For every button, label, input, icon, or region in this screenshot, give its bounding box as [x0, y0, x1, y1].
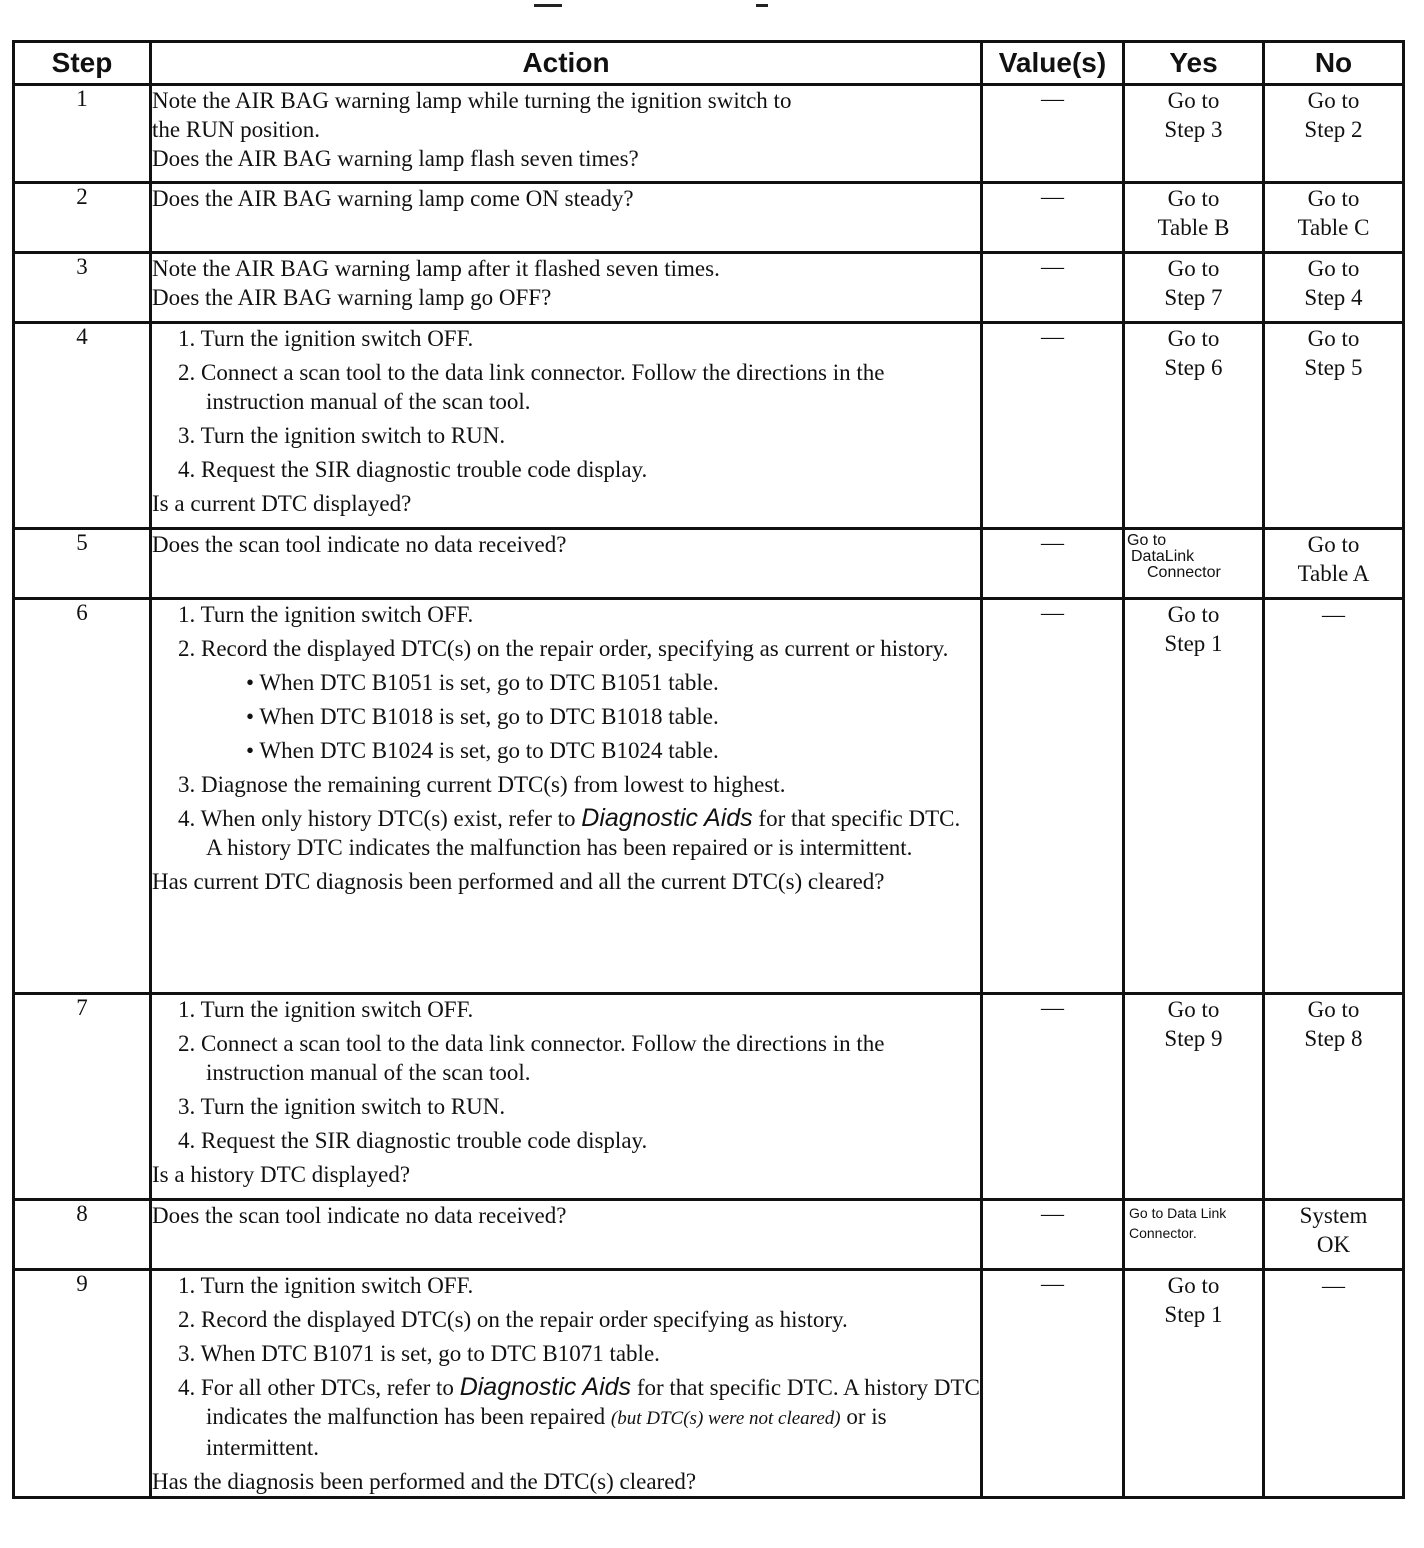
list-item-text: 2. Record the displayed DTC(s) on the repair order, specifying as current or history.	[178, 636, 949, 661]
step-number: 2	[14, 183, 151, 253]
yes-cell	[1124, 1200, 1264, 1270]
no-cell	[1264, 1270, 1404, 1498]
table-row	[14, 1270, 1404, 1498]
yes-target: Step 7	[1164, 285, 1223, 310]
table-row	[14, 529, 1404, 599]
action-cell	[151, 323, 982, 529]
no-cell	[1264, 85, 1404, 183]
no-cell	[1264, 599, 1404, 994]
list-item-text: for that specific DTC. A history DTC indicates the malfunction has been repaired or is intermittent.	[206, 806, 961, 860]
no-cell	[1264, 1200, 1404, 1270]
value-cell: —	[982, 599, 1124, 994]
bullet-list	[206, 668, 980, 765]
yes-cell	[1124, 1270, 1264, 1498]
header-no: No	[1264, 42, 1404, 85]
value-cell: —	[982, 323, 1124, 529]
step-number: 6	[14, 599, 151, 994]
yes-cell	[1124, 599, 1264, 994]
diagnostic-aids-reference: Diagnostic Aids	[581, 804, 753, 832]
no-label: Go to	[1307, 256, 1360, 281]
bullet-item: • When DTC B1051 is set, go to DTC B1051 table.	[246, 670, 719, 695]
table-row	[14, 253, 1404, 323]
no-cell	[1264, 529, 1404, 599]
action-question: Has current DTC diagnosis been performed and all the current DTC(s) cleared?	[152, 869, 885, 894]
no-target: Table C	[1297, 215, 1370, 240]
yes-label: Go to	[1167, 602, 1220, 627]
action-cell	[151, 529, 982, 599]
action-question: Does the scan tool indicate no data received?	[152, 1203, 567, 1228]
action-question: Is a history DTC displayed?	[152, 1162, 411, 1187]
yes-label: Go to	[1167, 88, 1220, 113]
no-label: —	[1322, 602, 1345, 627]
list-item: 2. Connect a scan tool to the data link connector. Follow the directions in the instruction manual of the scan tool.	[178, 1031, 885, 1085]
yes-cell	[1124, 85, 1264, 183]
procedure-list	[152, 1271, 980, 1462]
header-action: Action	[151, 42, 982, 85]
no-label: Go to	[1307, 532, 1360, 557]
value-cell: —	[982, 1270, 1124, 1498]
list-item: 1. Turn the ignition switch OFF.	[178, 1273, 474, 1298]
yes-target: Step 1	[1164, 1302, 1223, 1327]
diagnostic-aids-reference: Diagnostic Aids	[459, 1373, 632, 1401]
list-item-text: or is intermittent.	[206, 1404, 887, 1460]
no-label: Go to	[1307, 997, 1360, 1022]
list-item: 1. Turn the ignition switch OFF.	[178, 326, 474, 351]
value-cell: —	[982, 994, 1124, 1200]
no-cell	[1264, 994, 1404, 1200]
yes-cell	[1124, 529, 1264, 599]
step-number: 5	[14, 529, 151, 599]
list-item: 2. Record the displayed DTC(s) on the repair order specifying as history.	[178, 1307, 848, 1332]
yes-label: Go to	[1167, 326, 1220, 351]
list-item	[152, 634, 980, 765]
list-item: 1. Turn the ignition switch OFF.	[178, 602, 474, 627]
list-item-note: (but DTC(s) were not cleared)	[610, 1408, 841, 1429]
step-number: 9	[14, 1270, 151, 1498]
action-cell	[151, 85, 982, 183]
yes-label: Go to	[1167, 997, 1220, 1022]
yes-label: Go to	[1127, 532, 1167, 549]
yes-target: Step 6	[1164, 355, 1223, 380]
action-text: the RUN position.	[152, 117, 321, 142]
action-text: Note the AIR BAG warning lamp after it flashed seven times.	[152, 256, 720, 281]
diagnostic-table	[12, 40, 1405, 1499]
step-number: 4	[14, 323, 151, 529]
no-cell	[1264, 323, 1404, 529]
list-item: 3. Turn the ignition switch to RUN.	[178, 1094, 506, 1119]
value-cell: —	[982, 85, 1124, 183]
action-cell	[151, 253, 982, 323]
action-cell	[151, 183, 982, 253]
no-target: Step 2	[1304, 117, 1363, 142]
yes-target: Step 3	[1164, 117, 1223, 142]
no-label: —	[1322, 1273, 1345, 1298]
yes-link-text	[1125, 530, 1262, 584]
yes-cell	[1124, 994, 1264, 1200]
list-item: 4. Request the SIR diagnostic trouble code display.	[178, 457, 648, 482]
yes-target: Step 1	[1164, 631, 1223, 656]
action-question: Does the scan tool indicate no data received?	[152, 532, 567, 557]
yes-cell	[1124, 253, 1264, 323]
action-text: Note the AIR BAG warning lamp while turning the ignition switch to	[152, 88, 792, 113]
table-row	[14, 1200, 1404, 1270]
list-item: 3. Turn the ignition switch to RUN.	[178, 423, 506, 448]
no-label: Go to	[1307, 326, 1360, 351]
yes-label: Go to	[1167, 1273, 1220, 1298]
yes-label: Go to	[1167, 256, 1220, 281]
bullet-item: • When DTC B1018 is set, go to DTC B1018 table.	[246, 704, 719, 729]
action-question: Is a current DTC displayed?	[152, 491, 412, 516]
yes-link-text	[1125, 1201, 1262, 1245]
value-cell: —	[982, 183, 1124, 253]
list-item-text: for that specific DTC. A history DTC indicates the malfunction has been repaired	[206, 1375, 980, 1429]
no-label: System	[1299, 1203, 1368, 1228]
yes-target: Step 9	[1164, 1026, 1223, 1051]
yes-target: DataLink	[1131, 548, 1195, 565]
no-target: Step 4	[1304, 285, 1363, 310]
no-label: Go to	[1307, 88, 1360, 113]
procedure-list	[152, 995, 980, 1155]
no-target: Table A	[1297, 561, 1370, 586]
yes-target: Connector	[1147, 564, 1221, 581]
step-number: 8	[14, 1200, 151, 1270]
list-item-text: 4. For all other DTCs, refer to	[178, 1375, 460, 1400]
header-row	[14, 42, 1404, 85]
action-question: Does the AIR BAG warning lamp go OFF?	[152, 285, 552, 310]
table-row	[14, 994, 1404, 1200]
action-question: Does the AIR BAG warning lamp come ON steady?	[152, 186, 634, 211]
no-cell	[1264, 183, 1404, 253]
no-target: Step 8	[1304, 1026, 1363, 1051]
yes-target: Table B	[1157, 215, 1230, 240]
list-item: 3. When DTC B1071 is set, go to DTC B1071 table.	[178, 1341, 660, 1366]
no-target: Step 5	[1304, 355, 1363, 380]
header-step: Step	[14, 42, 151, 85]
procedure-list	[152, 600, 980, 862]
value-cell: —	[982, 1200, 1124, 1270]
no-label: Go to	[1307, 186, 1360, 211]
yes-target: Connector.	[1129, 1225, 1197, 1241]
yes-cell	[1124, 183, 1264, 253]
yes-label: Go to Data Link	[1129, 1205, 1227, 1221]
action-question: Does the AIR BAG warning lamp flash seven times?	[152, 146, 639, 171]
list-item	[152, 1373, 980, 1462]
action-question: Has the diagnosis been performed and the DTC(s) cleared?	[152, 1469, 697, 1494]
list-item-text: 4. When only history DTC(s) exist, refer to	[178, 806, 582, 831]
list-item: 4. Request the SIR diagnostic trouble code display.	[178, 1128, 648, 1153]
no-cell	[1264, 253, 1404, 323]
table-row	[14, 85, 1404, 183]
value-cell: —	[982, 253, 1124, 323]
table-row	[14, 323, 1404, 529]
action-cell	[151, 1270, 982, 1498]
bullet-item: • When DTC B1024 is set, go to DTC B1024 table.	[246, 738, 719, 763]
step-number: 3	[14, 253, 151, 323]
header-yes: Yes	[1124, 42, 1264, 85]
yes-label: Go to	[1167, 186, 1220, 211]
page-top-marks	[0, 0, 1424, 30]
header-values: Value(s)	[982, 42, 1124, 85]
list-item	[152, 804, 980, 862]
list-item: 3. Diagnose the remaining current DTC(s) from lowest to highest.	[178, 772, 786, 797]
no-target: OK	[1316, 1232, 1351, 1257]
top-mark	[756, 4, 768, 7]
list-item: 1. Turn the ignition switch OFF.	[178, 997, 474, 1022]
yes-cell	[1124, 323, 1264, 529]
value-cell: —	[982, 529, 1124, 599]
action-cell	[151, 994, 982, 1200]
step-number: 7	[14, 994, 151, 1200]
table-row	[14, 599, 1404, 994]
procedure-list	[152, 324, 980, 484]
action-cell	[151, 1200, 982, 1270]
top-mark	[534, 4, 562, 7]
step-number: 1	[14, 85, 151, 183]
list-item: 2. Connect a scan tool to the data link connector. Follow the directions in the instruction manual of the scan tool.	[178, 360, 885, 414]
table-row	[14, 183, 1404, 253]
action-cell	[151, 599, 982, 994]
